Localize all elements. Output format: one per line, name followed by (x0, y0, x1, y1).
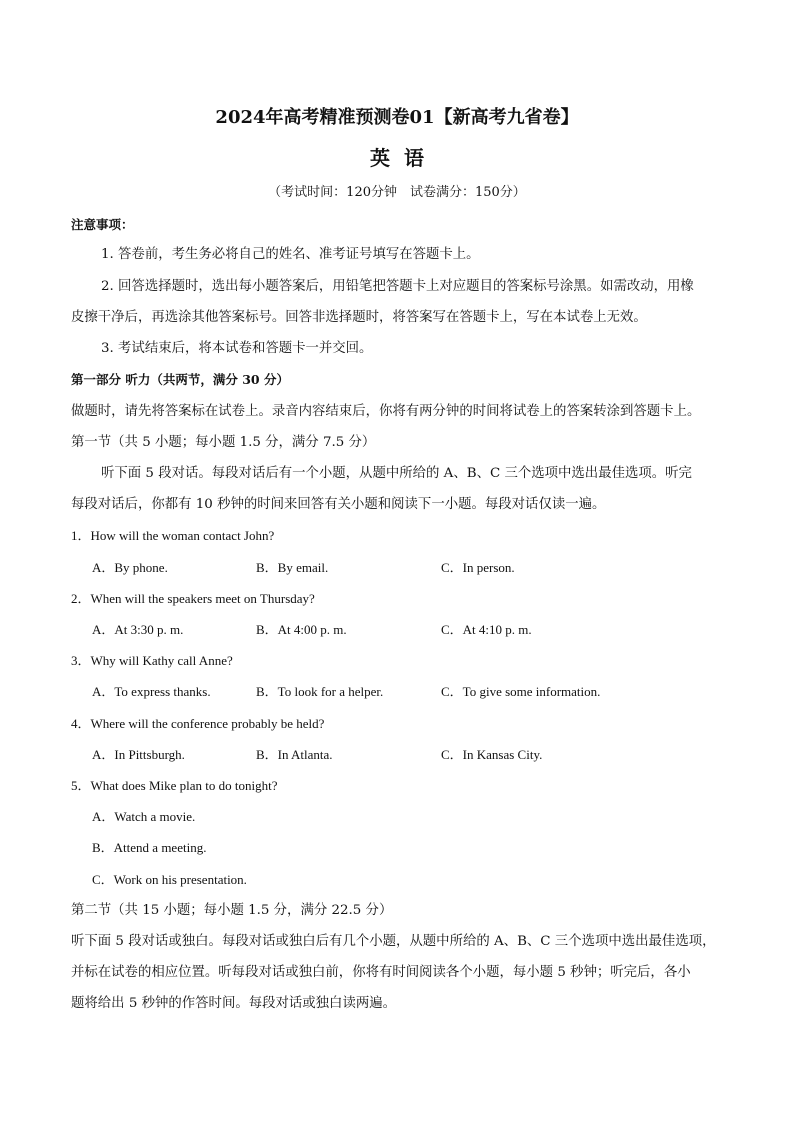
question-1-option-a: A．By phone. (92, 560, 168, 575)
question-4-option-a: A．In Pittsburgh. (92, 747, 185, 762)
question-3-option-a: A．To express thanks. (92, 684, 211, 699)
question-3-stem: 3．Why will Kathy call Anne? (71, 653, 233, 668)
question-4-option-c: C．In Kansas City. (441, 747, 543, 762)
question-4-stem: 4．Where will the conference probably be held? (71, 716, 325, 731)
section1-heading: 第一节（共 5 小题；每小题 1.5 分，满分 7.5 分） (71, 435, 376, 450)
notice-heading: 注意事项： (71, 217, 134, 232)
question-2-stem: 2．When will the speakers meet on Thursday? (71, 591, 315, 606)
part1-heading: 第一部分 听力（共两节，满分 30 分） (71, 372, 289, 387)
section2-directions-line-1: 听下面 5 段对话或独白。每段对话或独白后有几个小题，从题中所给的 A、B、C 三个选项中选出最佳选项， (71, 934, 716, 949)
notice-item-1: 1. 答卷前，考生务必将自己的姓名、准考证号填写在答题卡上。 (101, 247, 480, 262)
notice-item-2-line-2: 皮擦干净后，再选涂其他答案标号。回答非选择题时，将答案写在答题卡上，写在本试卷上无效。 (71, 310, 647, 325)
question-3-option-b: B．To look for a helper. (256, 684, 384, 699)
question-5-option-b: B．Attend a meeting. (92, 840, 207, 855)
part1-instruction: 做题时，请先将答案标在试卷上。录音内容结束后，你将有两分钟的时间将试卷上的答案转涂到答题卡上。 (71, 404, 701, 419)
question-2-option-c: C．At 4:10 p. m. (441, 622, 532, 637)
section2-directions-line-3: 题将给出 5 秒钟的作答时间。每段对话或独白读两遍。 (71, 996, 397, 1011)
question-5-option-a: A．Watch a movie. (92, 809, 196, 824)
notice-item-2-line-1: 2. 回答选择题时，选出每小题答案后，用铅笔把答题卡上对应题目的答案标号涂黑。如需改动，用橡 (101, 279, 694, 294)
section1-directions-line-2: 每段对话后，你都有 10 秒钟的时间来回答有关小题和阅读下一小题。每段对话仅读一遍。 (71, 497, 606, 512)
question-2-option-a: A．At 3:30 p. m. (92, 622, 184, 637)
section1-directions-line-1: 听下面 5 段对话。每段对话后有一个小题，从题中所给的 A、B、C 三个选项中选出最佳选项。听完 (101, 466, 692, 481)
section2-directions-line-2: 并标在试卷的相应位置。听每段对话或独白前，你将有时间阅读各个小题，每小题 5 秒钟；听完后，各小 (71, 965, 691, 980)
question-5-option-c: C．Work on his presentation. (92, 872, 247, 887)
subject-title: 英语 (370, 146, 438, 170)
question-2-option-b: B．At 4:00 p. m. (256, 622, 347, 637)
question-5-stem: 5．What does Mike plan to do tonight? (71, 778, 278, 793)
section2-heading: 第二节（共 15 小题；每小题 1.5 分，满分 22.5 分） (71, 903, 393, 918)
question-4-option-b: B．In Atlanta. (256, 747, 333, 762)
question-3-option-c: C．To give some information. (441, 684, 601, 699)
question-1-option-b: B．By email. (256, 560, 329, 575)
question-1-stem: 1．How will the woman contact John? (71, 528, 275, 543)
question-1-option-c: C．In person. (441, 560, 515, 575)
time-info: （考试时间：120分钟 试卷满分：150分） (268, 185, 526, 200)
notice-item-3: 3. 考试结束后，将本试卷和答题卡一并交回。 (101, 341, 373, 356)
exam-title: 2024年高考精准预测卷01【新高考九省卷】 (215, 107, 579, 128)
